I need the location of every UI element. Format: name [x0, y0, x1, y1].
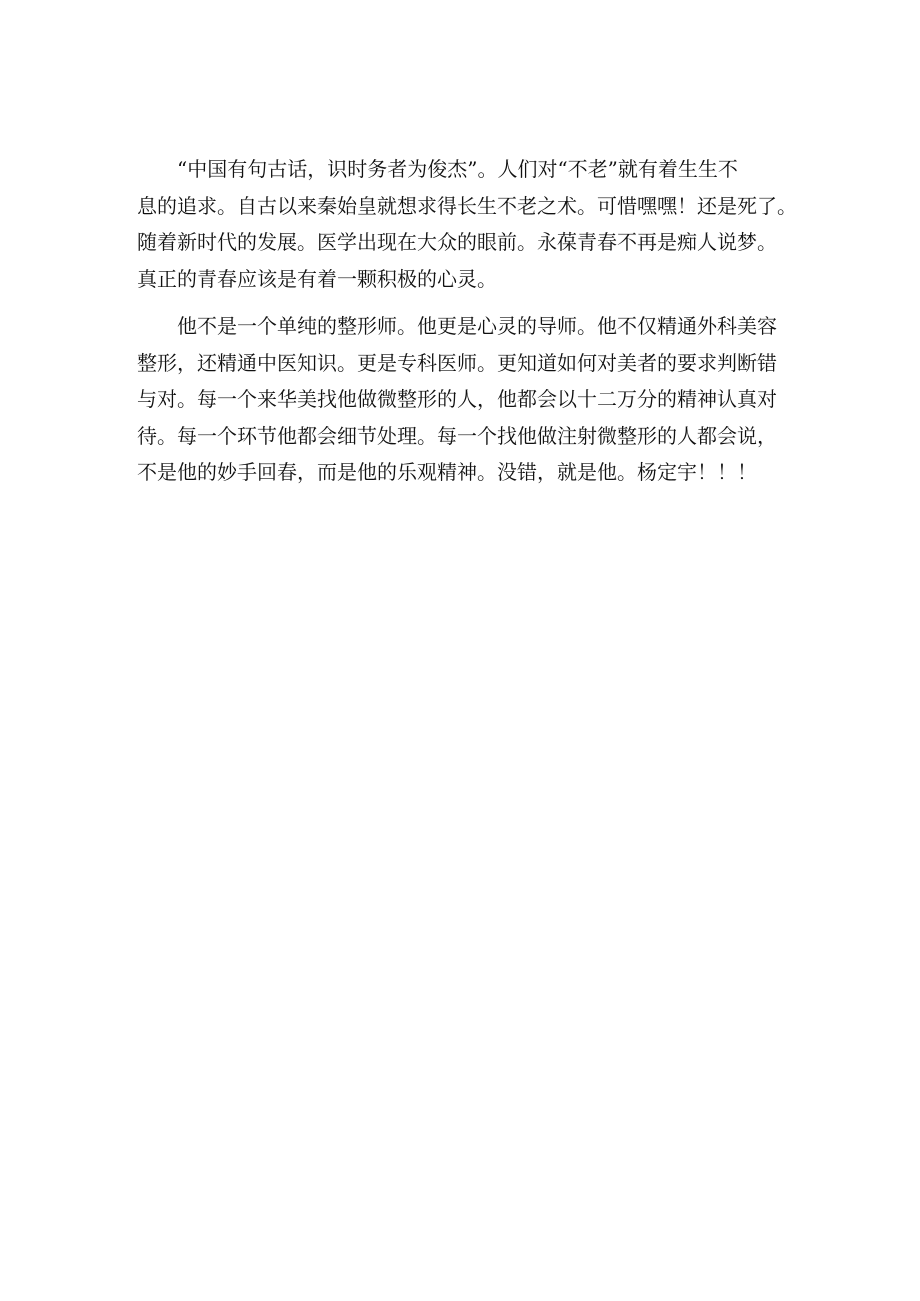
paragraph-2: [137, 308, 789, 491]
paragraph-1: [137, 151, 797, 297]
paragraph-line: “中国有句古话，识时务者为俊杰”。人们对“不老”就有着生生不: [177, 157, 738, 181]
paragraph-line: 与对。每一个来华美找他做微整形的人，他都会以十二万分的精神认真对: [137, 387, 777, 411]
paragraph-line: 不是他的妙手回春，而是他的乐观精神。没错，就是他。杨定宇！！！: [137, 460, 757, 484]
paragraph-line: 他不是一个单纯的整形师。他更是心灵的导师。他不仅精通外科美容: [177, 314, 777, 338]
paragraph-line: 待。每一个环节他都会细节处理。每一个找他做注射微整形的人都会说，: [137, 423, 777, 448]
paragraph-line: 真正的青春应该是有着一颗积极的心灵。: [137, 266, 497, 291]
paragraph-spacer: [137, 297, 789, 308]
document-body: [137, 151, 797, 491]
paragraph-line: 随着新时代的发展。医学出现在大众的眼前。永葆青春不再是痴人说梦。: [137, 230, 777, 254]
paragraph-line: 整形，还精通中医知识。更是专科医师。更知道如何对美者的要求判断错: [137, 350, 777, 375]
paragraph-line: 息的追求。自古以来秦始皇就想求得长生不老之术。可惜嘿嘿！还是死了。: [137, 193, 797, 218]
